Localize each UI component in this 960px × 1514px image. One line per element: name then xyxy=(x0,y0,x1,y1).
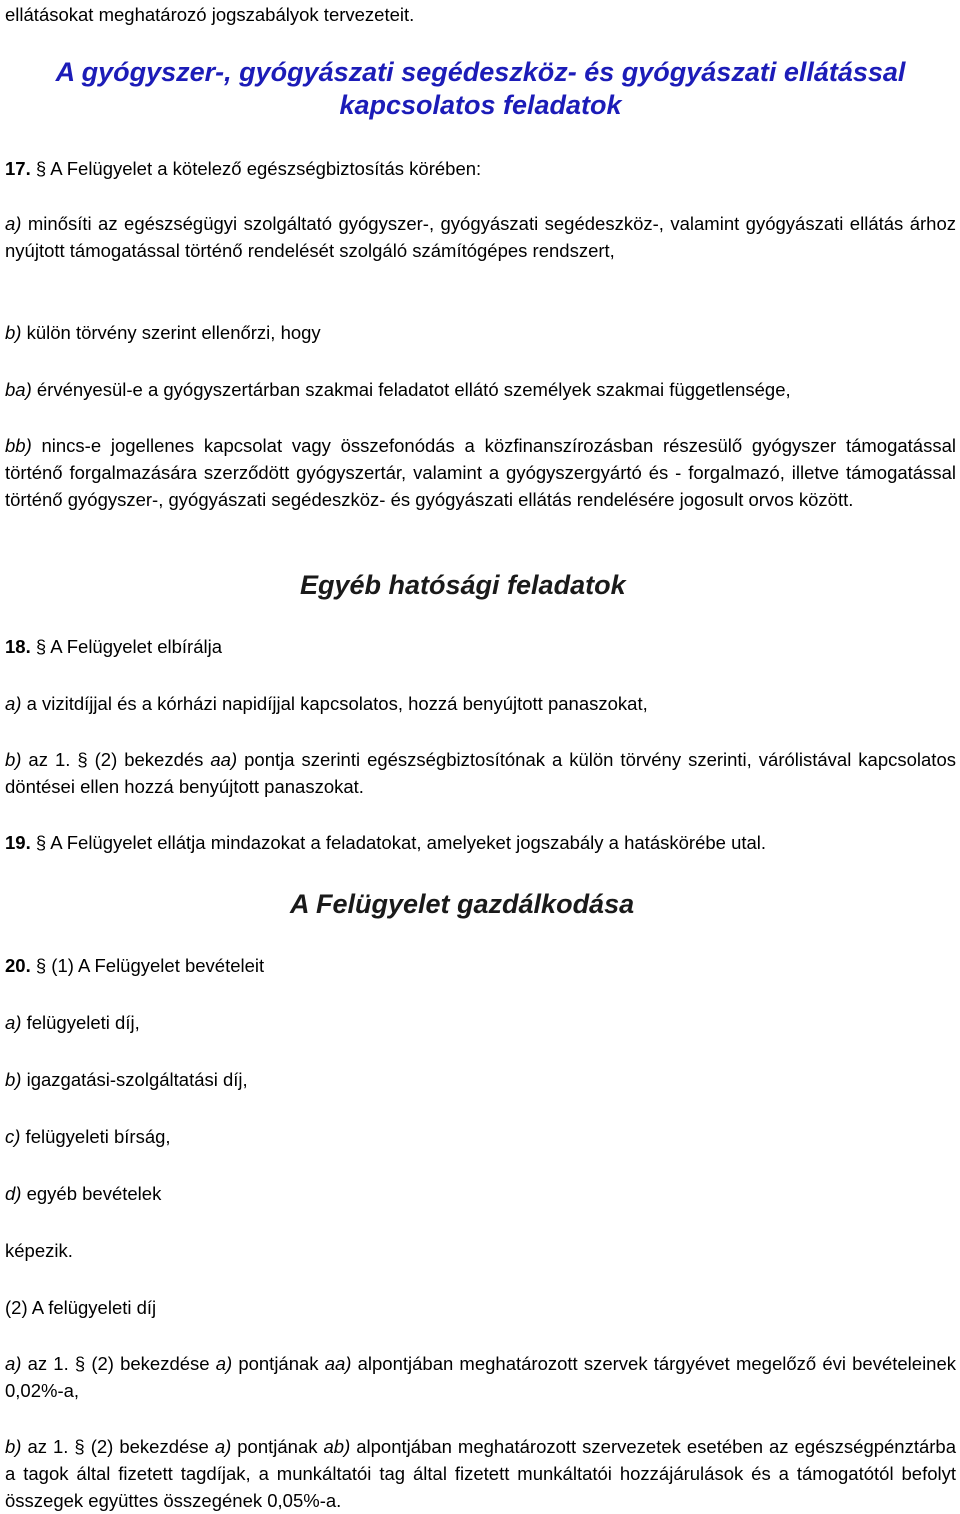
section-heading-medicines xyxy=(5,56,956,122)
paragraph-20-a xyxy=(5,1009,956,1036)
paragraph-number: 17. xyxy=(5,158,31,179)
point-reference: aa) xyxy=(210,749,238,770)
paragraph-18-a xyxy=(5,690,956,717)
section-sign: § xyxy=(74,1436,85,1457)
paragraph-text: (1) A Felügyelet bevételeit xyxy=(46,955,265,976)
paragraph-17-ba xyxy=(5,376,956,403)
section-heading-finances: A Felügyelet gazdálkodása xyxy=(290,889,635,919)
paragraph-text: A Felügyelet ellátja mindazokat a feladatokat, amelyeket jogszabály a hatáskörébe utal. xyxy=(46,832,767,853)
paragraph-number: 19. xyxy=(5,832,31,853)
point-text: alpontjában meghatározott szervezetek esetében az egészségpénztárba a tagok által fizetett tagdíjak, a munkáltatói tag által fizetett munkáltatói hozzájárulások és a támogatótól befolyt összegek együttes összegének 0,05%-a. xyxy=(5,1436,957,1511)
point-label: a) xyxy=(5,213,22,234)
point-text: minősíti az egészségügyi szolgáltató gyógyszer-, gyógyászati segédeszköz-, valamint gyógyászati ellátás árhoz nyújtott támogatással történő rendelését szolgáló számítógépes rendszert, xyxy=(5,213,956,261)
point-text: egyéb bevételek xyxy=(21,1183,162,1204)
paragraph-20-d xyxy=(5,1180,956,1207)
point-text: igazgatási-szolgáltatási díj, xyxy=(21,1069,248,1090)
section-sign: § xyxy=(35,832,47,853)
section-sign: § xyxy=(35,158,47,179)
paragraph-17 xyxy=(5,155,956,182)
point-label: b) xyxy=(5,749,22,770)
paragraph-18-b xyxy=(5,746,956,800)
section-sign: § xyxy=(74,1353,86,1374)
paragraph-number: 20. xyxy=(5,955,31,976)
point-label: a) xyxy=(5,1353,22,1374)
paragraph-text: A Felügyelet elbírálja xyxy=(46,636,223,657)
section-sign: § xyxy=(77,749,88,770)
point-text: a vizitdíjjal és a kórházi napidíjjal kapcsolatos, hozzá benyújtott panaszokat, xyxy=(21,693,648,714)
paragraph-20-2: (2) A felügyeleti díj xyxy=(5,1297,157,1318)
section-heading-other-authority-tasks: Egyéb hatósági feladatok xyxy=(300,570,626,600)
point-text: érvényesül-e a gyógyszertárban szakmai feladatot ellátó személyek szakmai függetlensége, xyxy=(31,379,791,400)
point-label: c) xyxy=(5,1126,21,1147)
paragraph-17-bb xyxy=(5,432,956,513)
point-text: alpontjában meghatározott szervek tárgyévet megelőző évi bevételeinek 0,02%-a, xyxy=(5,1353,957,1401)
point-text: külön törvény szerint ellenőrzi, hogy xyxy=(21,322,321,343)
heading-line-2: kapcsolatos feladatok xyxy=(339,90,622,120)
heading-line-1: A gyógyszer-, gyógyászati segédeszköz- és gyógyászati ellátással xyxy=(55,57,906,87)
point-text: felügyeleti bírság, xyxy=(20,1126,171,1147)
paragraph-20-b xyxy=(5,1066,956,1093)
paragraph-20-c xyxy=(5,1123,956,1150)
paragraph-20-2-b xyxy=(5,1433,956,1514)
point-text: az 1. xyxy=(21,749,78,770)
paragraph-number: 18. xyxy=(5,636,31,657)
text-top-line: ellátásokat meghatározó jogszabályok tervezeteit. xyxy=(5,4,415,25)
section-sign: § xyxy=(35,955,47,976)
point-text: pontjának xyxy=(232,1353,325,1374)
point-label: a) xyxy=(5,693,22,714)
section-sign: § xyxy=(35,636,47,657)
point-text: pontja szerinti egészségbiztosítónak a külön törvény szerinti, várólistával kapcsolatos döntései ellen hozzá benyújtott panaszokat. xyxy=(5,749,956,797)
point-reference: ab) xyxy=(323,1436,351,1457)
paragraph-20-2-a xyxy=(5,1350,956,1404)
point-label: b) xyxy=(5,322,22,343)
paragraph-19 xyxy=(5,829,956,856)
point-reference: a) xyxy=(215,1353,233,1374)
paragraph-20 xyxy=(5,952,956,979)
point-label: bb) xyxy=(5,435,32,456)
paragraph-17-b xyxy=(5,319,956,346)
paragraph-18 xyxy=(5,633,956,660)
point-text: az 1. xyxy=(21,1353,75,1374)
paragraph-text: A Felügyelet a kötelező egészségbiztosítás körében: xyxy=(46,158,482,179)
point-text: (2) bekezdése xyxy=(84,1436,215,1457)
point-text: nincs-e jogellenes kapcsolat vagy összefonódás a közfinanszírozásban részesülő gyógyszer támogatással történő forgalmazására szerződött gyógyszertár, valamint a gyógyszergyártó és - forgalmazó, illetve támogatással történő gyógyszer-, gyógyászati segédeszköz- és gyógyászati ellátás rendelésére jogosult orvos között. xyxy=(5,435,956,510)
paragraph-20-closing: képezik. xyxy=(5,1240,73,1261)
point-reference: a) xyxy=(214,1436,232,1457)
point-label: b) xyxy=(5,1436,22,1457)
point-text: felügyeleti díj, xyxy=(21,1012,140,1033)
point-label: b) xyxy=(5,1069,22,1090)
point-reference: aa) xyxy=(324,1353,352,1374)
point-text: (2) bekezdése xyxy=(85,1353,216,1374)
point-label: a) xyxy=(5,1012,22,1033)
point-label: ba) xyxy=(5,379,32,400)
point-text: az 1. xyxy=(21,1436,75,1457)
point-text: pontjának xyxy=(231,1436,324,1457)
point-label: d) xyxy=(5,1183,22,1204)
point-text: (2) bekezdés xyxy=(87,749,211,770)
paragraph-17-a xyxy=(5,210,956,264)
